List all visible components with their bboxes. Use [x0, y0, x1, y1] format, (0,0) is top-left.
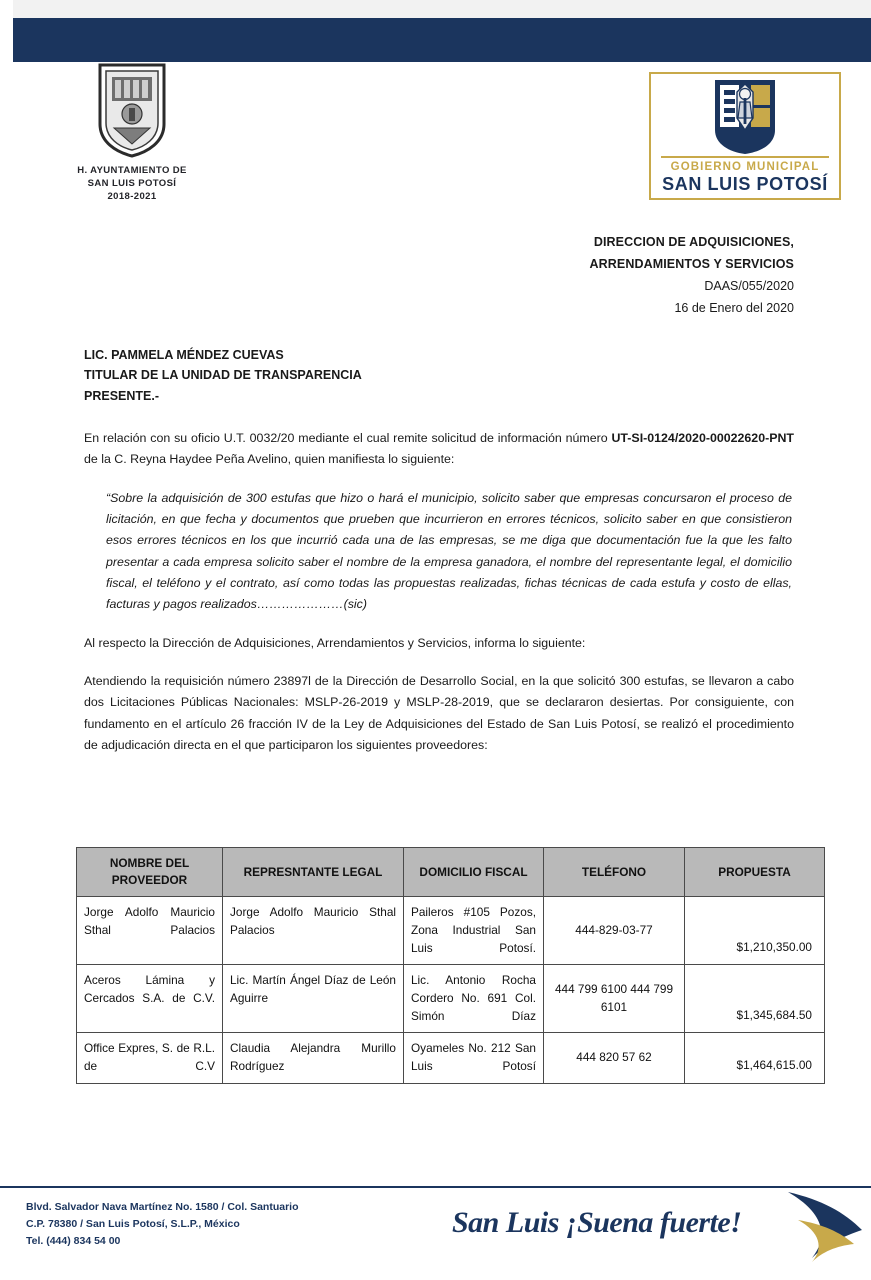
- crest-caption: [22, 165, 242, 203]
- paragraph-response-detail: Atendiendo la requisición número 23897l de la Dirección de Desarrollo Social, en la que solicitó 300 estufas, se llevaron a cabo dos Licitaciones Públicas Nacionales: MSLP-26-2019 y MSLP-28-2019, que se declararon desiertas. Por consiguiente, con fundamento en el artículo 26 fracción IV de la Ley de Adquisiciones del Estado de San Luis Potosí, se realizó el procedimiento de adjudicación directa en el que participaron los siguientes proveedores:: [84, 673, 794, 752]
- addressee-title: TITULAR DE LA UNIDAD DE TRANSPARENCIA: [84, 368, 362, 383]
- municipal-crest-block: [22, 62, 242, 203]
- footer-address-line-3: Tel. (444) 834 54 00: [26, 1235, 121, 1247]
- department-line-2: ARRENDAMIENTOS Y SERVICIOS: [589, 256, 794, 271]
- cell-telefono: 444 799 6100 444 799 6101: [544, 965, 685, 1033]
- footer-address: [26, 1199, 299, 1250]
- paragraph-response-intro: Al respecto la Dirección de Adquisiciones, Arrendamientos y Servicios, informa lo siguiente:: [84, 635, 586, 650]
- document-meta: [400, 232, 794, 320]
- crest-caption-line-3: 2018-2021: [107, 190, 157, 202]
- document-date: 16 de Enero del 2020: [674, 300, 794, 315]
- table-header-telefono: TELÉFONO: [544, 848, 685, 897]
- citizen-request-quote: “Sobre la adquisición de 300 estufas que hizo o hará el municipio, solicito saber que empresas concursaron el proceso de licitación, en que fecha y documentos que prueben que incurrieron en errores técnicos, solicito saber en que consistieron esos errores técnicos en los que incurrió cada una de las empresas, se me diga que documentación fue la que les falto presentar a cada empresa solicito saber el nombre de la empresa ganadora, el nombre del representante legal, el domicilio fiscal, el teléfono y el contrato, así como todas las propuestas realizadas, fichas técnicas de cada estufa y costo de ellas, facturas y pagos realizados…………………(sic): [106, 490, 792, 612]
- table-row: [77, 965, 825, 1033]
- logo-line-san-luis-potosi: SAN LUIS POTOSÍ: [662, 173, 828, 194]
- gobierno-municipal-logo: [649, 72, 841, 200]
- table-header-domicilio: DOMICILIO FISCAL: [404, 848, 544, 897]
- folio-number: DAAS/055/2020: [704, 278, 794, 293]
- cell-telefono: 444-829-03-77: [544, 897, 685, 965]
- department-line-1: DIRECCION DE ADQUISICIONES,: [593, 235, 794, 249]
- providers-table-wrapper: [76, 847, 812, 1084]
- cell-proveedor: Aceros Lámina y Cercados S.A. de C.V.: [77, 965, 223, 1033]
- paragraph-reference-part-1: En relación con su oficio U.T. 0032/20 mediante el cual remite solicitud de información número: [84, 431, 612, 445]
- footer-address-line-2: C.P. 78380 / San Luis Potosí, S.L.P., México: [26, 1218, 240, 1230]
- cell-representante: Lic. Martín Ángel Díaz de León Aguirre: [223, 965, 404, 1033]
- navy-header-band: [0, 18, 871, 62]
- footer-divider: [0, 1186, 871, 1188]
- top-grey-strip: [0, 0, 871, 18]
- addressee-name: LIC. PAMMELA MÉNDEZ CUEVAS: [84, 348, 284, 362]
- cell-representante: Claudia Alejandra Murillo Rodríguez: [223, 1033, 404, 1083]
- coat-of-arms-icon: [96, 62, 168, 158]
- crest-caption-line-2: SAN LUIS POTOSÍ: [87, 177, 177, 189]
- table-header-row: [77, 848, 825, 897]
- cell-propuesta: $1,210,350.00: [685, 897, 825, 965]
- table-row: [77, 1033, 825, 1083]
- addressee-present: PRESENTE.-: [84, 388, 160, 403]
- cell-domicilio: Oyameles No. 212 San Luis Potosí: [404, 1033, 544, 1083]
- addressee-block: [84, 345, 604, 406]
- paragraph-reference: [84, 428, 794, 471]
- cell-propuesta: $1,464,615.00: [685, 1033, 825, 1083]
- logo-line-gobierno-municipal: GOBIERNO MUNICIPAL: [670, 160, 820, 173]
- cell-domicilio: Paileros #105 Pozos, Zona Industrial San Luis Potosí.: [404, 897, 544, 965]
- logo-divider: [661, 156, 829, 158]
- providers-table: [76, 847, 825, 1084]
- navy-band-white-notch: [0, 18, 13, 62]
- document-body: [84, 428, 794, 773]
- table-header-propuesta: PROPUESTA: [685, 848, 825, 897]
- table-row: [77, 897, 825, 965]
- paragraph-reference-part-2: de la C. Reyna Haydee Peña Avelino, quien manifiesta lo siguiente:: [84, 452, 455, 467]
- footer-address-line-1: Blvd. Salvador Nava Martínez No. 1580 / Col. Santuario: [26, 1201, 299, 1213]
- cell-telefono: 444 820 57 62: [544, 1033, 685, 1083]
- crest-caption-line-1: H. AYUNTAMIENTO DE: [77, 165, 187, 176]
- cell-domicilio: Lic. Antonio Rocha Cordero No. 691 Col. Simón Díaz: [404, 965, 544, 1033]
- cell-proveedor: Office Expres, S. de R.L. de C.V: [77, 1033, 223, 1083]
- cell-proveedor: Jorge Adolfo Mauricio Sthal Palacios: [77, 897, 223, 965]
- swoosh-icon: [782, 1186, 868, 1266]
- cell-propuesta: $1,345,684.50: [685, 965, 825, 1033]
- knight-shield-icon: [651, 74, 839, 156]
- bottom-white-margin: [0, 1272, 871, 1280]
- request-number: UT-SI-0124/2020-00022620-PNT: [611, 431, 794, 445]
- cell-representante: Jorge Adolfo Mauricio Sthal Palacios: [223, 897, 404, 965]
- top-strip-white-notch: [0, 0, 13, 18]
- table-header-proveedor: NOMBRE DEL PROVEEDOR: [77, 848, 223, 897]
- footer-slogan: San Luis ¡Suena fuerte!: [452, 1206, 742, 1239]
- table-header-representante: REPRESNTANTE LEGAL: [223, 848, 404, 897]
